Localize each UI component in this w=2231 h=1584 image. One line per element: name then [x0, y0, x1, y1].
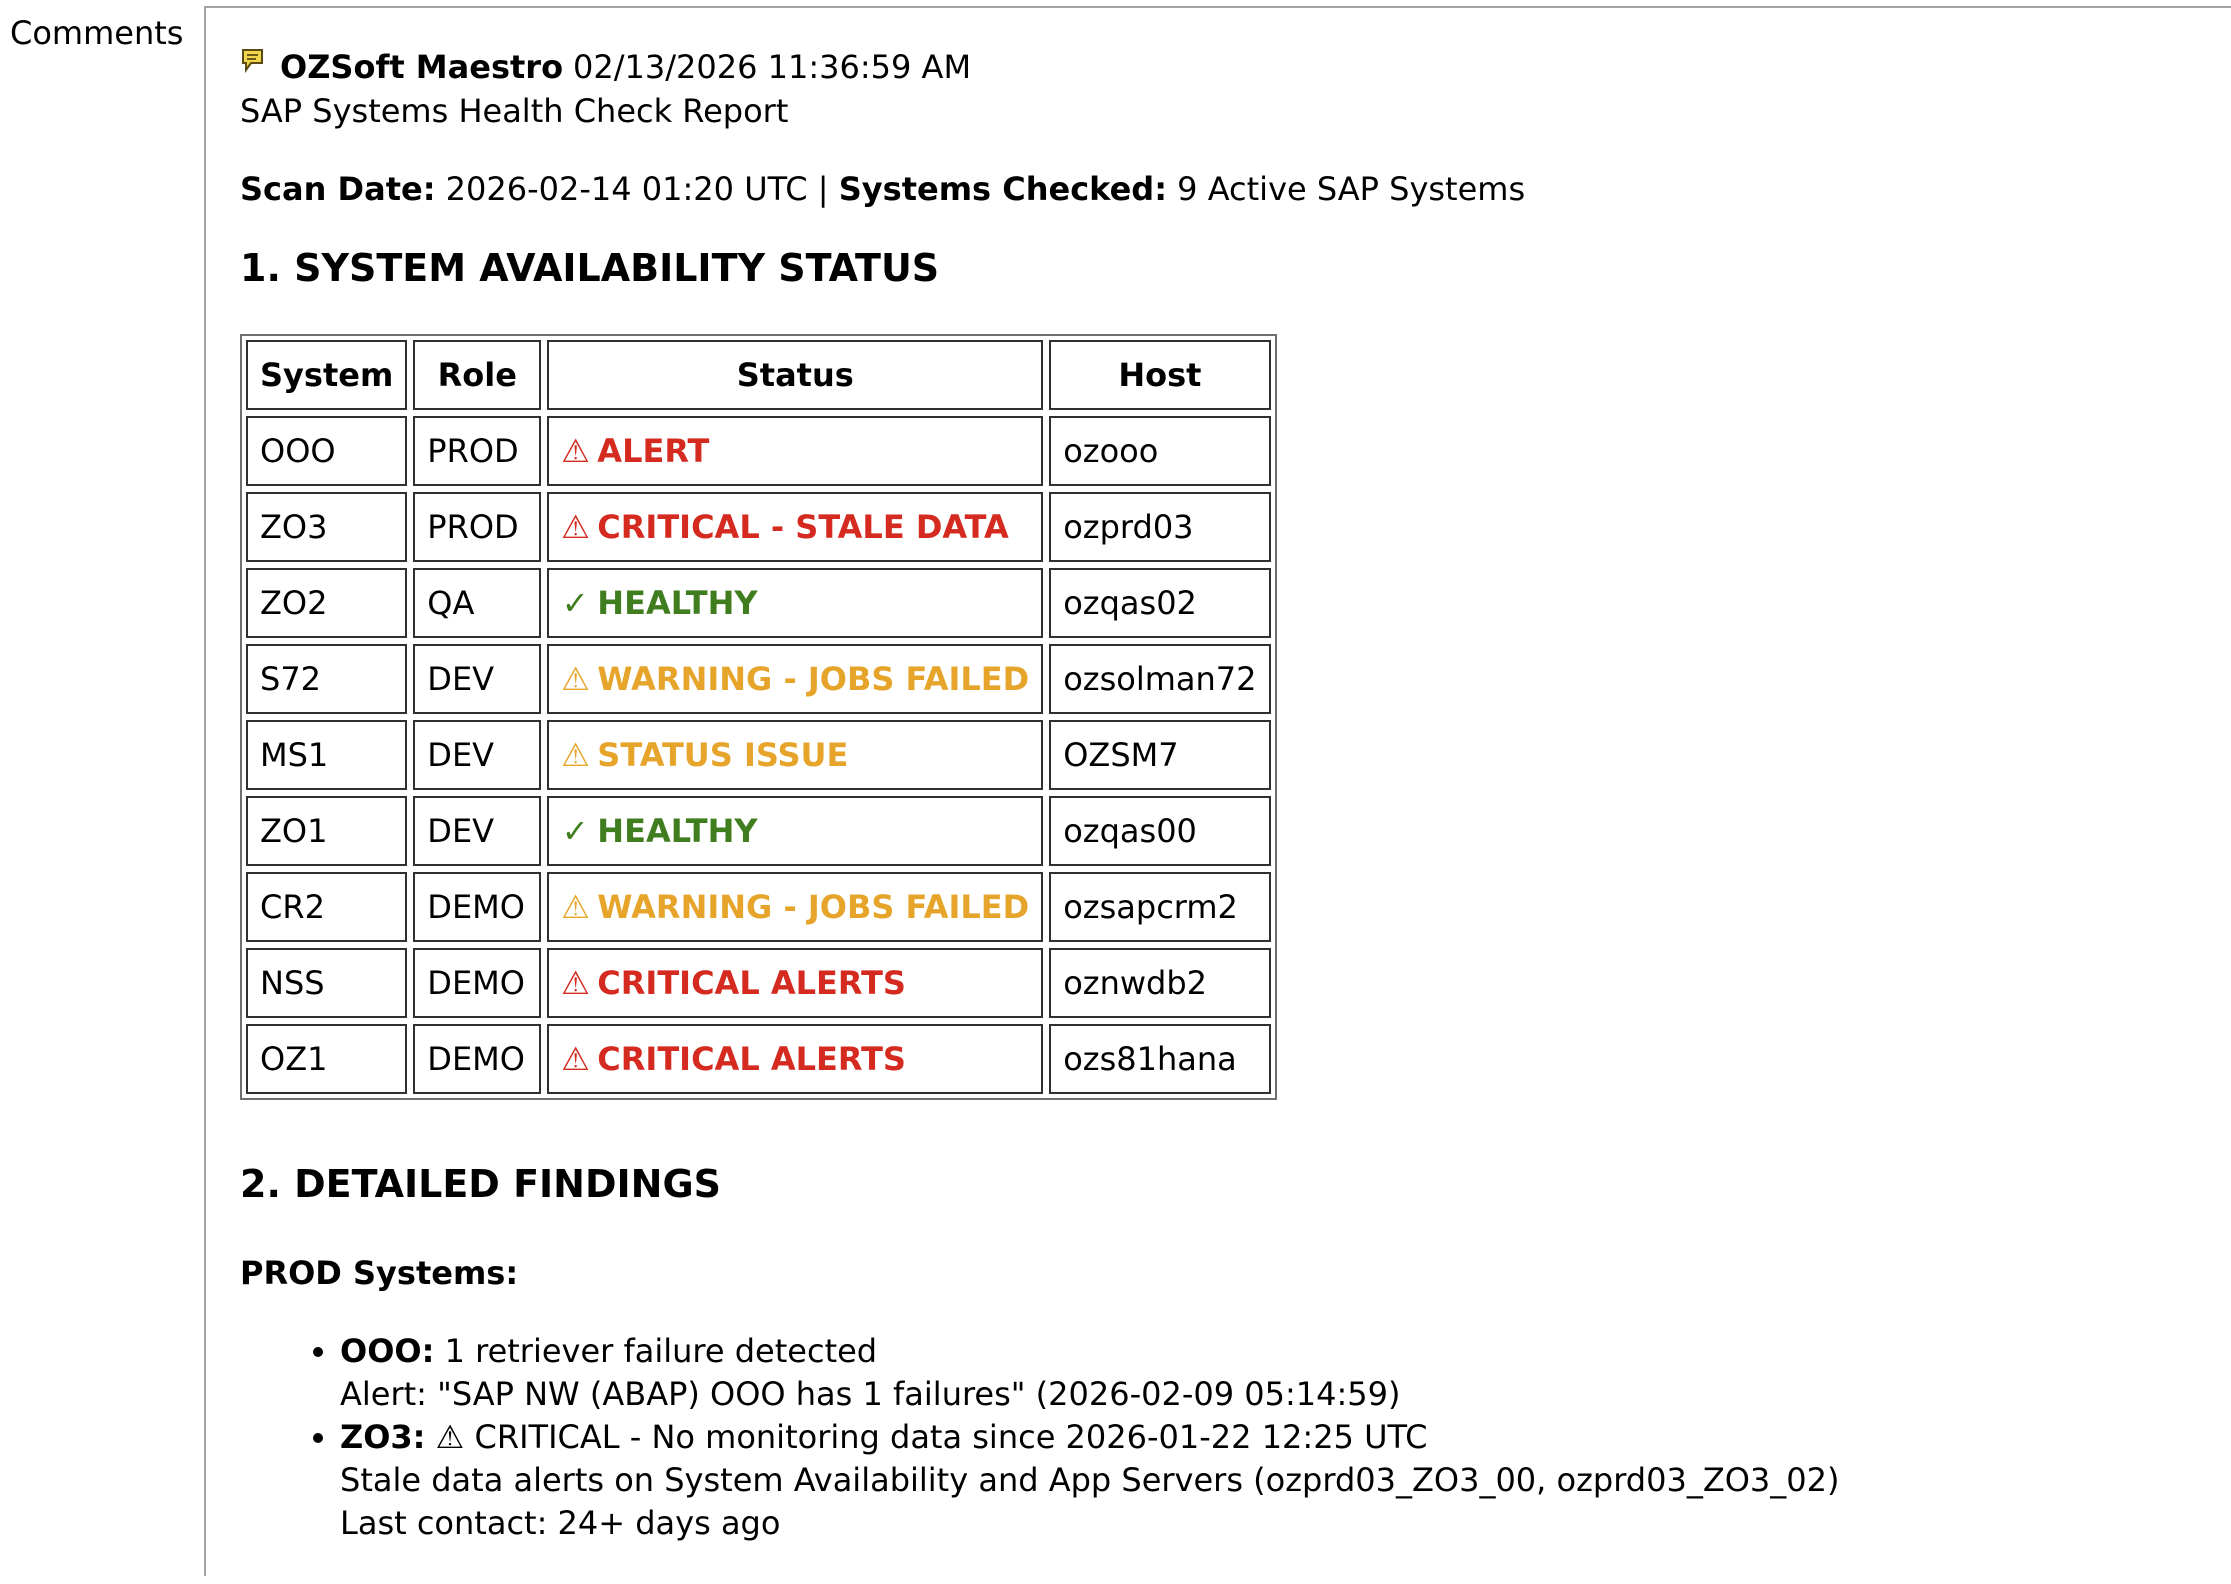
cell-role: QA: [413, 568, 541, 638]
cell-system: S72: [246, 644, 407, 714]
cell-role: DEV: [413, 796, 541, 866]
table-row: [246, 492, 1271, 562]
warning-icon: ⚠: [561, 507, 590, 546]
cell-role: DEMO: [413, 872, 541, 942]
availability-table: [240, 334, 1277, 1100]
cell-role: DEV: [413, 644, 541, 714]
column-header-system: System: [246, 340, 407, 410]
scan-date-label: Scan Date:: [240, 170, 436, 209]
cell-role: DEMO: [413, 948, 541, 1018]
cell-role: PROD: [413, 492, 541, 562]
finding-line: [340, 1330, 2200, 1373]
comment-header: [240, 48, 2200, 86]
table-row: [246, 416, 1271, 486]
finding-label: OOO:: [340, 1332, 435, 1371]
list-item: [340, 1416, 2200, 1545]
cell-host: oznwdb2: [1049, 948, 1270, 1018]
table-row: [246, 644, 1271, 714]
status-text: ALERT: [597, 431, 710, 470]
check-icon: ✓: [561, 583, 589, 622]
cell-host: ozsapcrm2: [1049, 872, 1270, 942]
cell-status: [547, 872, 1043, 942]
finding-line: Last contact: 24+ days ago: [340, 1504, 781, 1543]
cell-status: [547, 1024, 1043, 1094]
cell-host: ozooo: [1049, 416, 1270, 486]
systems-checked-label: Systems Checked:: [838, 170, 1167, 209]
cell-status: [547, 948, 1043, 1018]
systems-checked-value: 9 Active SAP Systems: [1167, 170, 1526, 209]
status-text: WARNING - JOBS FAILED: [597, 659, 1030, 698]
table-row: [246, 1024, 1271, 1094]
scan-summary: [240, 170, 2200, 208]
warning-icon: ⚠: [561, 735, 590, 774]
status-text: HEALTHY: [597, 811, 758, 850]
cell-host: ozsolman72: [1049, 644, 1270, 714]
availability-table-wrapper: [240, 334, 1277, 1100]
cell-host: ozprd03: [1049, 492, 1270, 562]
finding-label: ZO3:: [340, 1418, 426, 1457]
cell-status: [547, 416, 1043, 486]
comment-panel: [204, 6, 2231, 1576]
cell-system: NSS: [246, 948, 407, 1018]
findings-list: [240, 1330, 2200, 1545]
status-text: CRITICAL ALERTS: [597, 1039, 906, 1078]
cell-status: [547, 492, 1043, 562]
table-row: [246, 720, 1271, 790]
comments-label: Comments: [10, 14, 184, 52]
cell-status: [547, 568, 1043, 638]
list-item: [340, 1330, 2200, 1416]
column-header-role: Role: [413, 340, 541, 410]
warning-icon: ⚠: [561, 659, 590, 698]
table-row: [246, 568, 1271, 638]
column-header-status: Status: [547, 340, 1043, 410]
cell-system: MS1: [246, 720, 407, 790]
column-header-host: Host: [1049, 340, 1270, 410]
cell-host: OZSM7: [1049, 720, 1270, 790]
prod-systems-heading: PROD Systems:: [240, 1254, 519, 1293]
report-title: SAP Systems Health Check Report: [240, 92, 789, 131]
cell-system: ZO3: [246, 492, 407, 562]
scan-date-value: 2026-02-14 01:20 UTC |: [435, 170, 839, 209]
finding-line: [340, 1416, 2200, 1459]
cell-host: ozs81hana: [1049, 1024, 1270, 1094]
cell-system: ZO1: [246, 796, 407, 866]
cell-status: [547, 796, 1043, 866]
cell-role: DEMO: [413, 1024, 541, 1094]
warning-icon: ⚠: [561, 887, 590, 926]
finding-line: Stale data alerts on System Availability and App Servers (ozprd03_ZO3_00, ozprd03_ZO3_02): [340, 1461, 1840, 1500]
comment-body: [240, 48, 2200, 1545]
cell-status: [547, 644, 1043, 714]
cell-host: ozqas02: [1049, 568, 1270, 638]
status-text: CRITICAL ALERTS: [597, 963, 906, 1002]
cell-system: ZO2: [246, 568, 407, 638]
table-row: [246, 872, 1271, 942]
table-row: [246, 796, 1271, 866]
cell-host: ozqas00: [1049, 796, 1270, 866]
cell-system: OOO: [246, 416, 407, 486]
comment-timestamp: 02/13/2026 11:36:59 AM: [573, 48, 972, 86]
status-text: HEALTHY: [597, 583, 758, 622]
warning-icon: ⚠: [561, 431, 590, 470]
section-heading-availability: 1. SYSTEM AVAILABILITY STATUS: [240, 246, 940, 291]
table-header-row: [246, 340, 1271, 410]
cell-role: PROD: [413, 416, 541, 486]
status-text: CRITICAL - STALE DATA: [597, 507, 1009, 546]
check-icon: ✓: [561, 811, 589, 850]
section-heading-findings: 2. DETAILED FINDINGS: [240, 1162, 722, 1207]
status-text: STATUS ISSUE: [597, 735, 849, 774]
comment-author: OZSoft Maestro: [280, 48, 564, 86]
cell-system: CR2: [246, 872, 407, 942]
table-row: [246, 948, 1271, 1018]
warning-icon: ⚠: [561, 963, 590, 1002]
cell-role: DEV: [413, 720, 541, 790]
cell-system: OZ1: [246, 1024, 407, 1094]
warning-icon: ⚠: [561, 1039, 590, 1078]
comment-note-icon: [240, 46, 266, 76]
cell-status: [547, 720, 1043, 790]
status-text: WARNING - JOBS FAILED: [597, 887, 1030, 926]
finding-text: 1 retriever failure detected: [434, 1332, 878, 1371]
finding-text: ⚠ CRITICAL - No monitoring data since 2026-01-22 12:25 UTC: [425, 1418, 1428, 1457]
finding-line: Alert: "SAP NW (ABAP) OOO has 1 failures" (2026-02-09 05:14:59): [340, 1375, 1401, 1414]
